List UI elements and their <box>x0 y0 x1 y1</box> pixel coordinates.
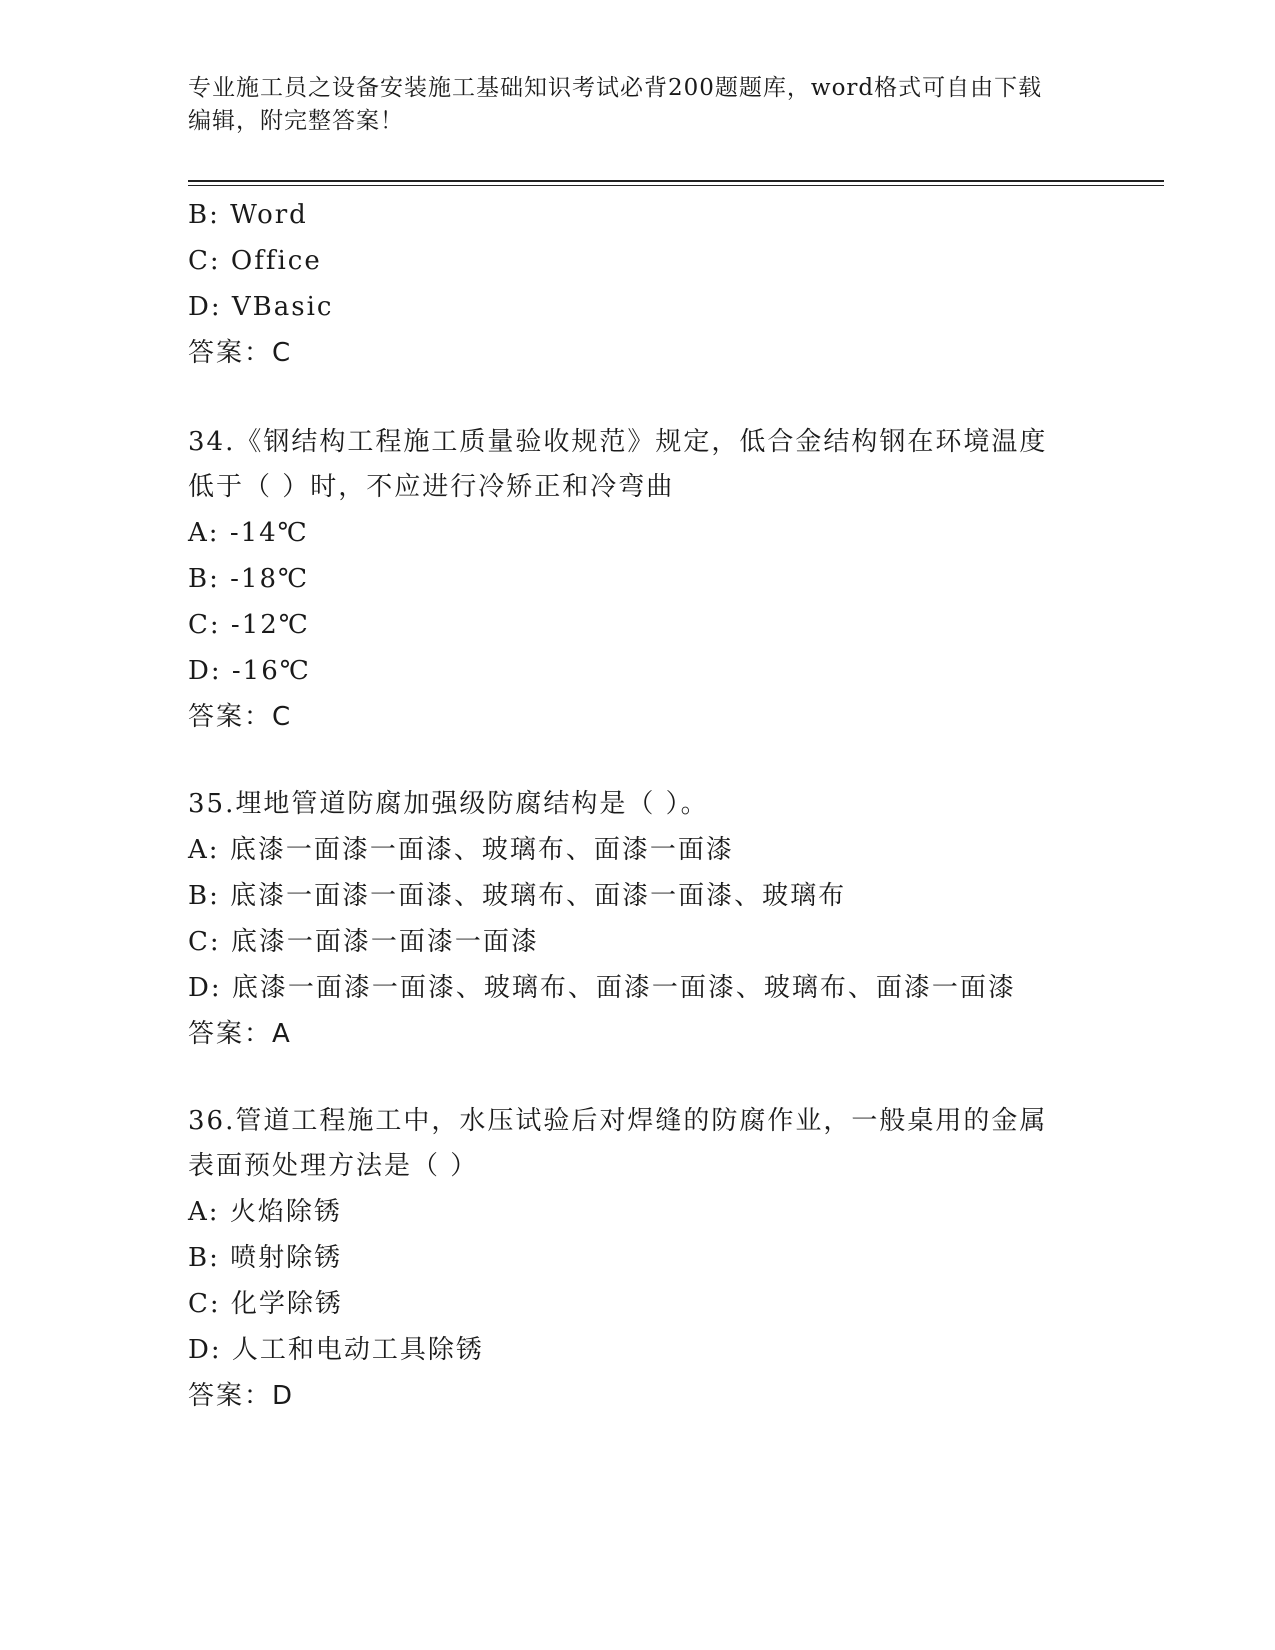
question-34-stem-line-1: 34.《钢结构工程施工质量验收规范》规定，低合金结构钢在环境温度 <box>188 427 1048 457</box>
option-b <box>188 556 1168 602</box>
option-text: 火焰除锈 <box>229 1197 342 1227</box>
option-text: 人工和电动工具除锈 <box>231 1335 484 1365</box>
header-title-line-1: 专业施工员之设备安装施工基础知识考试必背200题题库，word格式可自由下载 <box>188 75 1043 101</box>
option-d <box>188 648 1168 694</box>
option-key: A: <box>188 518 220 548</box>
header-divider-thin <box>188 185 1164 186</box>
option-c <box>188 602 1168 648</box>
option-key: C: <box>188 610 221 640</box>
document-header <box>188 72 1088 138</box>
option-a <box>188 827 1168 873</box>
option-key: B: <box>188 1243 220 1273</box>
option-key: D: <box>188 656 222 686</box>
spacer <box>188 1057 1168 1099</box>
answer-label: 答案：A <box>188 1019 292 1049</box>
option-text: -14℃ <box>229 518 309 548</box>
option-key: D: <box>188 292 222 322</box>
option-text: 底漆一面漆一面漆、玻璃布、面漆一面漆、玻璃布 <box>230 881 847 911</box>
option-d <box>188 1327 1168 1373</box>
option-b <box>188 1235 1168 1281</box>
header-divider-thick <box>188 180 1164 182</box>
option-text: 喷射除锈 <box>230 1243 343 1273</box>
option-b <box>188 873 1168 919</box>
option-key: C: <box>188 927 221 957</box>
option-key: C: <box>188 246 221 276</box>
option-text: -16℃ <box>231 656 311 686</box>
option-d <box>188 965 1168 1011</box>
answer-label: 答案：D <box>188 1381 295 1411</box>
option-text: -12℃ <box>230 610 310 640</box>
option-c <box>188 238 1168 284</box>
option-text: VBasic <box>231 292 334 322</box>
option-c <box>188 919 1168 965</box>
option-text: -18℃ <box>230 564 310 594</box>
option-text: 底漆一面漆一面漆一面漆 <box>230 927 539 957</box>
option-text: Office <box>230 246 322 276</box>
question-36-stem-line-1: 36.管道工程施工中，水压试验后对焊缝的防腐作业，一般桌用的金属 <box>188 1106 1048 1136</box>
option-text: 化学除锈 <box>230 1289 343 1319</box>
answer-label: 答案：C <box>188 338 293 368</box>
option-b <box>188 192 1168 238</box>
spacer <box>188 376 1168 420</box>
option-d <box>188 284 1168 330</box>
option-key: B: <box>188 564 220 594</box>
option-key: B: <box>188 200 220 230</box>
option-a <box>188 510 1168 556</box>
option-a <box>188 1189 1168 1235</box>
option-c <box>188 1281 1168 1327</box>
option-key: D: <box>188 973 222 1003</box>
option-text: Word <box>230 200 308 230</box>
option-key: A: <box>188 835 220 865</box>
option-key: B: <box>188 881 220 911</box>
option-text: 底漆一面漆一面漆、玻璃布、面漆一面漆 <box>229 835 734 865</box>
option-key: C: <box>188 1289 221 1319</box>
option-key: A: <box>188 1197 220 1227</box>
header-title-line-2: 编辑，附完整答案！ <box>188 108 404 134</box>
spacer <box>188 740 1168 782</box>
answer-label: 答案：C <box>188 702 293 732</box>
question-36-stem-line-2: 表面预处理方法是（ ） <box>188 1151 479 1181</box>
question-34-stem-line-2: 低于（ ）时，不应进行冷矫正和冷弯曲 <box>188 472 675 502</box>
question-35-stem-line-1: 35.埋地管道防腐加强级防腐结构是（ ）。 <box>188 789 709 819</box>
option-text: 底漆一面漆一面漆、玻璃布、面漆一面漆、玻璃布、面漆一面漆 <box>231 973 1016 1003</box>
question-content <box>188 192 1168 1419</box>
option-key: D: <box>188 1335 222 1365</box>
